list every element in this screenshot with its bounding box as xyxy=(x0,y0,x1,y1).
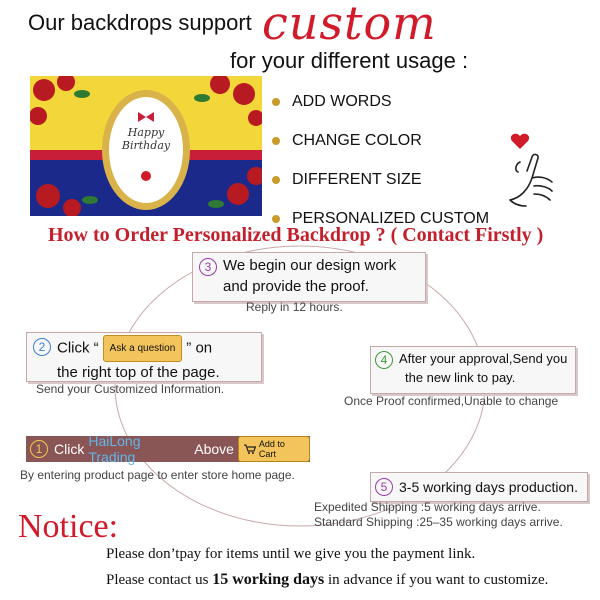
step-3-line-2: and provide the proof. xyxy=(223,278,369,295)
notice-line-1: Please don’tpay for items until we give you the payment link. xyxy=(106,546,476,562)
step-3-note: Reply in 12 hours. xyxy=(246,300,343,314)
cart-icon xyxy=(244,444,256,454)
step-5-number-badge: 5 xyxy=(375,478,393,496)
step-3-box xyxy=(192,252,426,302)
step-2-line-2: the right top of the page. xyxy=(57,364,220,381)
step-5-note-standard: Standard Shipping :25–35 working days arrive. xyxy=(314,515,563,529)
how-to-order-title: How to Order Personalized Backdrop ? ( Contact Firstly ) xyxy=(48,224,544,246)
notice-title: Notice: xyxy=(18,508,119,545)
step-2-number-badge: 2 xyxy=(33,338,51,356)
backdrop-text-birthday: Birthday xyxy=(121,139,171,152)
add-to-cart-button[interactable] xyxy=(238,436,310,462)
feature-item: PERSONALIZED CUSTOM xyxy=(272,199,489,238)
header-line-1: Our backdrops support xyxy=(28,10,252,35)
step-5-note-expedited: Expedited Shipping :5 working days arrive. xyxy=(314,500,541,514)
feature-item: ADD WORDS xyxy=(272,82,489,121)
header-line-2: for your different usage : xyxy=(230,48,469,73)
feature-item: CHANGE COLOR xyxy=(272,121,489,160)
ask-a-question-button[interactable]: Ask a question xyxy=(103,335,183,362)
backdrop-text-happy: Happy xyxy=(127,126,165,139)
header-custom-word: custom xyxy=(262,0,437,50)
step-1-box xyxy=(26,433,310,465)
step-5-box xyxy=(370,472,588,502)
step-1-number-badge: 1 xyxy=(30,440,48,458)
feature-item: DIFFERENT SIZE xyxy=(272,160,489,199)
step-1-note: By entering product page to enter store home page. xyxy=(20,468,295,482)
step-4-note: Once Proof confirmed,Unable to change xyxy=(344,394,559,408)
step-4-box xyxy=(370,346,576,394)
step-3-number-badge: 3 xyxy=(199,258,217,276)
step-2-text-click: Click “ xyxy=(57,339,99,357)
step-1-text-above: Above xyxy=(194,441,234,457)
step-2-note: Send your Customized Information. xyxy=(36,382,225,396)
step-3-line-1: We begin our design work xyxy=(223,257,397,274)
step-2-box xyxy=(26,332,262,382)
notice-line-2: Please contact us 15 working days in advance if you want to customize. xyxy=(106,571,549,588)
step-4-number-badge: 4 xyxy=(375,351,393,369)
step-1-text-click: Click xyxy=(54,441,85,457)
store-name-link[interactable]: HaiLong Trading xyxy=(88,433,141,465)
step-4-line-1: After your approval,Send you xyxy=(399,351,568,366)
step-4-line-2: the new link to pay. xyxy=(405,370,516,385)
step-2-text-on: ” on xyxy=(186,339,213,357)
add-to-cart-label: Add to Cart xyxy=(258,439,285,459)
notice-highlight: 15 working days xyxy=(212,571,325,588)
step-5-line-1: 3-5 working days production. xyxy=(399,478,578,495)
